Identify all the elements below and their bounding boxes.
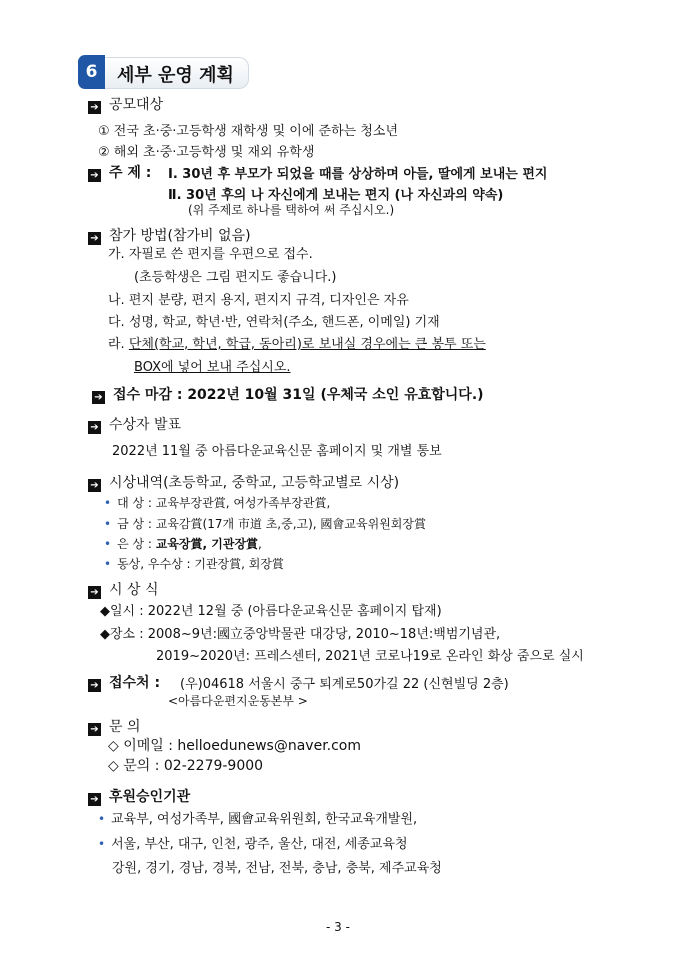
contact-email: ◇ 이메일 : helloedunews@naver.com xyxy=(108,738,362,754)
arrow-bullet-icon: ➔ xyxy=(88,723,101,736)
ceremony-date: ◆일시 : 2022년 12월 중 (아름다운교육신문 홈페이지 탑재) xyxy=(100,604,442,619)
arrow-bullet-icon: ➔ xyxy=(88,169,101,182)
contact-heading xyxy=(88,716,141,736)
theme-line-1: Ⅰ. 30년 후 부모가 되었을 때를 상상하며 아들, 딸에게 보내는 편지 xyxy=(168,167,548,182)
eligibility-item-1: ① 전국 초·중·고등학생 재학생 및 이에 준하는 청소년 xyxy=(98,124,399,139)
announce-title: 수상자 발표 xyxy=(109,417,182,433)
method-d-line-2: BOX에 넣어 보내 주십시오. xyxy=(134,360,291,375)
method-d-line-1: 단체(학교, 학년, 학급, 동아리)로 보내실 경우에는 큰 봉투 또는 xyxy=(128,337,486,352)
theme-line-2: Ⅱ. 30년 후의 나 자신에게 보내는 편지 (나 자신과의 약속) xyxy=(168,188,504,203)
eligibility-heading xyxy=(88,94,163,114)
page-number: - 3 - xyxy=(326,920,350,934)
submit-label: 접수처 : xyxy=(109,675,161,691)
sponsors-heading xyxy=(88,786,190,806)
deadline xyxy=(92,384,484,404)
method-d-prefix: 라. xyxy=(108,337,129,352)
bullet-dot-icon: • xyxy=(98,837,106,851)
theme-heading xyxy=(88,162,151,182)
award-silver: • 은 상 : 교육장賞, 기관장賞, xyxy=(104,537,262,551)
awards-title: 시상내역(초등학교, 중학교, 고등학교별로 시상) xyxy=(109,475,400,491)
method-a: 가. 자필로 쓴 편지를 우편으로 접수. xyxy=(108,247,313,262)
submit-org: <아름다운편지운동본부 > xyxy=(168,694,308,708)
bullet-dot-icon: • xyxy=(104,517,112,531)
sponsors-line-2: • 서울, 부산, 대구, 인천, 광주, 울산, 대전, 세종교육청 xyxy=(98,837,408,852)
arrow-bullet-icon: ➔ xyxy=(88,101,101,114)
ceremony-place-2: 2019~2020년: 프레스센터, 2021년 코로나19로 온라인 화상 줌으로 실시 xyxy=(156,649,584,664)
method-title: 참가 방법(참가비 없음) xyxy=(109,228,251,244)
sponsors-title: 후원승인기관 xyxy=(109,789,191,805)
method-d xyxy=(108,333,486,352)
sponsors-line-1: • 교육부, 여성가족부, 國會교육위원회, 한국교육개발원, xyxy=(98,812,418,827)
ceremony-heading xyxy=(88,579,158,599)
bullet-dot-icon: • xyxy=(104,496,112,510)
sponsors-line-3: 강원, 경기, 경남, 경북, 전남, 전북, 충남, 충북, 제주교육청 xyxy=(112,861,442,876)
arrow-bullet-icon: ➔ xyxy=(88,479,101,492)
method-a-note: (초등학생은 그림 편지도 좋습니다.) xyxy=(134,270,337,285)
eligibility-title: 공모대상 xyxy=(109,97,164,113)
arrow-bullet-icon: ➔ xyxy=(88,232,101,245)
contact-phone: ◇ 문의 : 02-2279-9000 xyxy=(108,758,264,774)
announce-heading xyxy=(88,414,181,434)
method-c: 다. 성명, 학교, 학년·반, 연락처(주소, 핸드폰, 이메일) 기재 xyxy=(108,315,440,330)
award-others: • 동상, 우수상 : 기관장賞, 회장賞 xyxy=(104,557,284,571)
submit-heading xyxy=(88,672,160,692)
method-b: 나. 편지 분량, 편지 용지, 편지지 규격, 디자인은 자유 xyxy=(108,293,409,308)
arrow-bullet-icon: ➔ xyxy=(88,586,101,599)
arrow-bullet-icon: ➔ xyxy=(88,793,101,806)
theme-note: (위 주제로 하나를 택하여 써 주십시오.) xyxy=(188,203,395,217)
bullet-dot-icon: • xyxy=(104,537,112,551)
announce-text: 2022년 11월 중 아름다운교육신문 홈페이지 및 개별 통보 xyxy=(112,444,442,459)
method-heading xyxy=(88,225,251,245)
submit-address: (우)04618 서울시 중구 퇴계로50가길 22 (신현빌딩 2층) xyxy=(180,677,509,692)
eligibility-item-2: ② 해외 초·중·고등학생 및 재외 유학생 xyxy=(98,145,315,160)
contact-title: 문 의 xyxy=(109,719,141,735)
award-gold: • 금 상 : 교육감賞(17개 市道 초,중,고), 國會교육위원회장賞 xyxy=(104,517,426,531)
section-number: 6 xyxy=(78,55,105,89)
deadline-text: 접수 마감 : 2022년 10월 31일 (우체국 소인 유효합니다.) xyxy=(113,387,484,403)
awards-heading xyxy=(88,472,399,492)
section-header xyxy=(78,55,248,89)
arrow-bullet-icon: ➔ xyxy=(88,421,101,434)
section-title-box xyxy=(105,57,249,89)
award-grand: • 대 상 : 교육부장관賞, 여성가족부장관賞, xyxy=(104,496,331,510)
section-title: 세부 운영 계획 xyxy=(117,65,234,86)
arrow-bullet-icon: ➔ xyxy=(92,391,105,404)
ceremony-place-1: ◆장소 : 2008~9년:國立중앙박물관 대강당, 2010~18년:백범기념관, xyxy=(100,627,501,642)
theme-label: 주 제 : xyxy=(109,165,152,181)
bullet-dot-icon: • xyxy=(98,812,106,826)
arrow-bullet-icon: ➔ xyxy=(88,679,101,692)
ceremony-title: 시 상 식 xyxy=(109,582,159,598)
bullet-dot-icon: • xyxy=(104,557,112,571)
